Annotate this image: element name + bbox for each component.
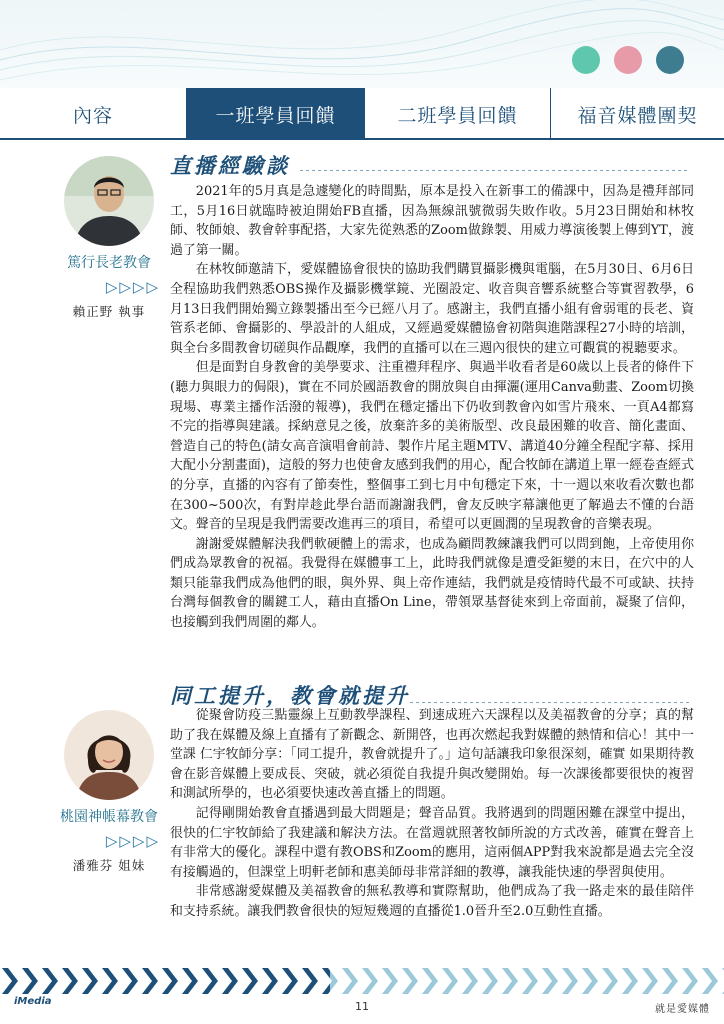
decor-dot-teal [656, 46, 684, 74]
church-name: 篤行長老教會 [67, 255, 151, 271]
person-card [44, 156, 174, 320]
arrow-decoration-icon: ▷▷▷▷ [105, 278, 160, 296]
avatar [64, 710, 154, 800]
decor-dot-pink [614, 46, 642, 74]
tab-class-two-feedback[interactable]: 二班學員回饋 [364, 88, 550, 140]
tab-class-one-feedback[interactable]: 一班學員回饋 [186, 88, 364, 140]
person-name: 賴正野 執事 [72, 304, 146, 319]
footer-tagline: 就是愛媒體 [655, 1004, 710, 1015]
decorative-curves [0, 0, 724, 88]
paragraph: 從聚會防疫三點靈線上互動教學課程、到速成班六天課程以及美福教會的分享；真的幫助了我在媒體及線上直播有了新觀念、新開啓，也再次燃起我對媒體的熱情和信心！其中一堂課 仁宇牧師分享：「同工提升，教會就提升了。」這句話讓我印象很深刻，確實 如果期待教會在影音媒體上要成長、突破，就必須從自我提升與改變開始。每一次課後都要很快的複習和測試所學的，也必須要快速改善直播上的問題。 [170, 708, 694, 802]
paragraph: 2021年的5月真是急遽變化的時間點，原本是投入在新事工的備課中，因為是禮拜部同工，5月16日就臨時被迫開始FB直播，因為無線訊號微弱失敗作收。5月23日開始和林牧師、牧師娘、教會幹事配搭，大家先從熟悉的Zoom做錄製、用威力導演後製上傳到YT，渡過了第一關。 [170, 184, 694, 258]
arrow-decoration-icon: ▷▷▷▷ [105, 832, 160, 850]
paragraph: 記得剛開始教會直播遇到最大問題是；聲音品質。我將遇到的問題困難在課堂中提出，很快的仁宇牧師給了我建議和解決方法。在當週就照著牧師所說的方式改善，確實在聲音上有非常大的優化。課程中還有教OBS和Zoom的應用，這兩個APP對我來說都是過去完全沒有接觸過的，但課堂上明軒老師和惠美師母非常詳細的教導，讓我能快速的學習與使用。 [170, 805, 694, 880]
person-card [44, 710, 174, 874]
divider [410, 702, 690, 703]
divider [300, 170, 690, 171]
paragraph: 但是面對自身教會的美學要求、注重禮拜程序、與過半收看者是60歲以上長者的條件下(聽力與眼力的侷限)，實在不同於國語教會的開放與自由揮灑(運用Canva動畫、Zoom切換現場、專業主播作活潑的報導)，我們在穩定播出下仍收到教會內如雪片飛來、一頁A4都寫不完的指導與建議。採納意見之後，放棄許多的美術版型、改良最困難的收音、簡化畫面、營造自己的特色(請女高音演唱會前詩、製作片尾主題MTV、講道40分鐘全程配字幕、採用大配小分割畫面)，這般的努力也使會友感到我們的用心，配合牧師在講道上單一經卷查經式的分享，直播的內容有了節奏性，整個事工到七月中旬穩定下來，十一週以來收看次數也都在300~500次，有對岸趁此學台語而謝謝我們，會友反映字幕讓他更了解過去不懂的台語文。聲音的呈現是我們需要改進再三的項目，希望可以更圓潤的呈現教會的音樂表現。 [170, 360, 694, 533]
tab-gospel-media-fellowship[interactable]: 福音媒體團契 [550, 88, 724, 140]
church-name: 桃園神帳幕教會 [60, 809, 158, 825]
article-body [170, 706, 694, 922]
person-name: 潘雅芬 姐妹 [72, 858, 146, 873]
nav-tabs [0, 88, 724, 140]
footer-chevrons [0, 968, 724, 994]
avatar [64, 156, 154, 246]
brand-logo: iMedia [14, 996, 52, 1007]
article-body [170, 182, 694, 633]
section-title: 同工提升，教會就提升 [170, 684, 410, 708]
page-number: 11 [355, 1000, 369, 1013]
paragraph: 非常感謝愛媒體及美福教會的無私教導和實際幫助，他們成為了我一路走來的最佳陪伴和支持系統。讓我們教會很快的短短幾週的直播從1.0晉升至2.0互動性直播。 [170, 884, 694, 919]
tab-contents[interactable]: 內容 [72, 104, 113, 127]
footer-band [0, 968, 724, 994]
paragraph: 謝謝愛媒體解決我們軟硬體上的需求，也成為顧問教練讓我們可以問到飽，上帝使用你們成為眾教會的祝福。我覺得在媒體事工上，此時我們就像是遭受鉅變的末日，在穴中的人類只能靠我們成為他們的眼，與外界、與上帝作連結，我們就是疫情時代最不可或缺、扶持台灣每個教會的關鍵工人，藉由直播On Line，帶領眾基督徒來到上帝面前，凝聚了信仰，也接觸到我們周圍的鄰人。 [170, 536, 694, 631]
header-band [0, 0, 724, 88]
section-title: 直播經驗談 [170, 154, 290, 178]
decor-dot-green [572, 46, 600, 74]
paragraph: 在林牧師邀請下，愛媒體協會很快的協助我們購買攝影機與電腦，在5月30日、6月6日全程協助我們熟悉OBS操作及攝影機掌鏡、光圈設定、收音與音響系統整合等實習教學，6月13日我們開始獨立錄製播出至今已經八月了。感謝主，我們直播小組有會弱電的長老、資管系老師、會攝影的、學設計的人組成，又經過愛媒體協會初階與進階課程27小時的培訓，與全台多間教會切磋與作品觀摩，我們的直播可以在三週內很快的建立可觀賞的視聽要求。 [170, 262, 694, 356]
